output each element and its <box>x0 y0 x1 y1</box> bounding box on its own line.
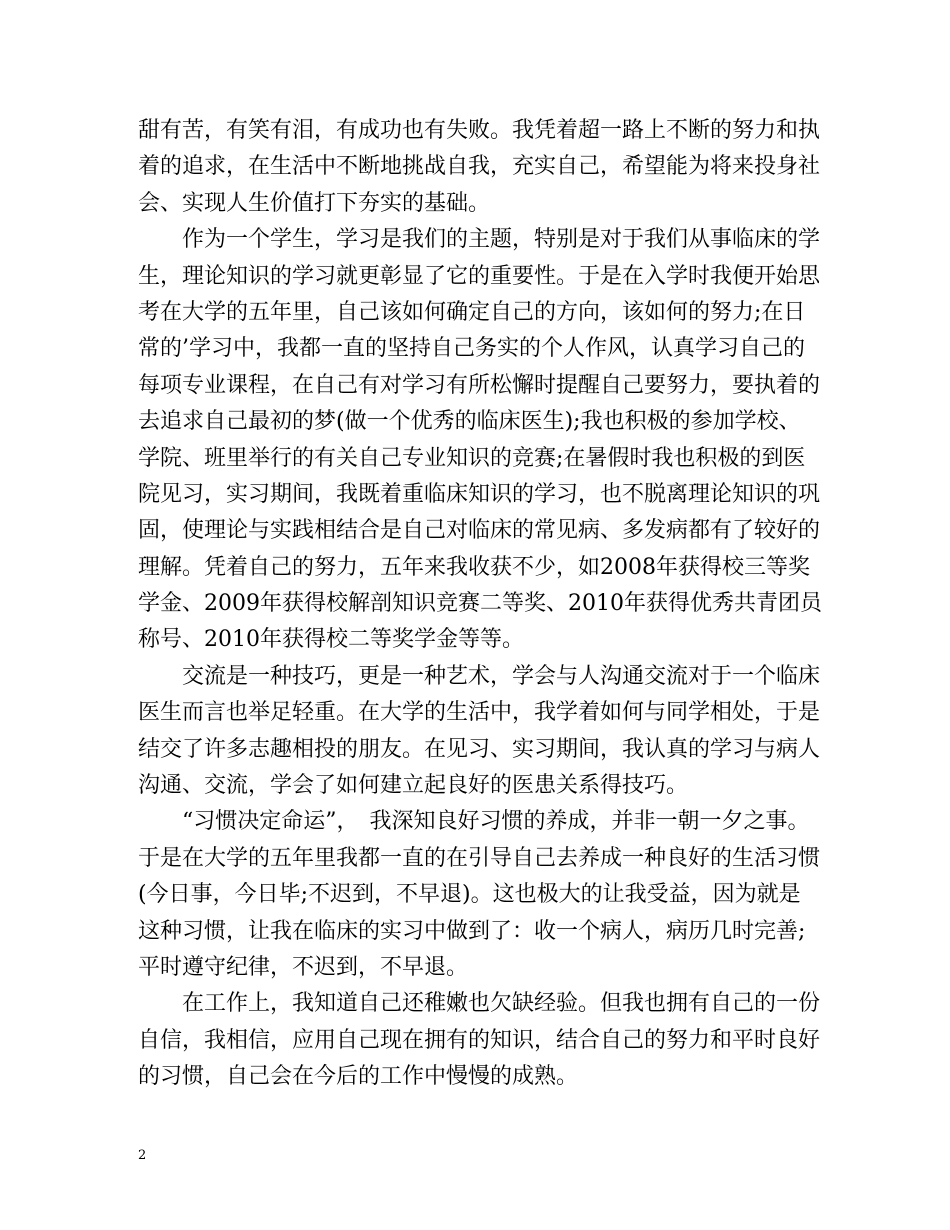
text-line: 理解。凭着自己的努力，五年来我收获不少，如2008年获得校三等奖 <box>138 554 810 580</box>
text-line: 这种习惯，让我在临床的实习中做到了：收一个病人，病历几时完善; <box>138 918 806 944</box>
text-line: 学金、2009年获得校解剖知识竞赛二等奖、2010年获得优秀共青团员 <box>138 591 822 617</box>
text-line: 平时遵守纪律，不迟到，不早退。 <box>138 954 469 980</box>
text-line: 固，使理论与实践相结合是自己对临床的常见病、多发病都有了较好的 <box>138 518 821 544</box>
text-line: 沟通、交流，学会了如何建立起良好的医患关系得技巧。 <box>138 773 689 799</box>
text-line: 学院、班里举行的有关自己专业知识的竞赛;在暑假时我也积极的到医 <box>138 445 806 471</box>
text-line: (今日事，今日毕;不迟到，不早退)。这也极大的让我受益，因为就是 <box>138 882 801 908</box>
document-body <box>138 113 828 1096</box>
text-line: “习惯决定命运”， 我深知良好习惯的养成，并非一朝一夕之事。 <box>182 809 810 835</box>
page-number: 2 <box>138 1148 147 1163</box>
text-line: 会、实现人生价值打下夯实的基础。 <box>138 190 491 216</box>
text-line: 结交了许多志趣相投的朋友。在见习、实习期间，我认真的学习与病人 <box>138 736 821 762</box>
text-line: 每项专业课程，在自己有对学习有所松懈时提醒自己要努力，要执着的 <box>138 372 821 398</box>
text-line: 医生而言也举足轻重。在大学的生活中，我学着如何与同学相处，于是 <box>138 700 821 726</box>
text-line: 的习惯，自己会在今后的工作中慢慢的成熟。 <box>138 1064 579 1090</box>
text-line: 甜有苦，有笑有泪，有成功也有失败。我凭着超一路上不断的努力和执 <box>138 118 821 143</box>
text-line: 着的追求，在生活中不断地挑战自我，充实自己，希望能为将来投身社 <box>138 154 821 180</box>
text-line: 交流是一种技巧，更是一种艺术，学会与人沟通交流对于一个临床 <box>182 663 821 689</box>
text-line: 去追求自己最初的梦(做一个优秀的临床医生);我也积极的参加学校、 <box>138 409 801 435</box>
text-line: 考在大学的五年里，自己该如何确定自己的方向，该如何的努力;在日 <box>138 299 806 325</box>
text-line: 在工作上，我知道自己还稚嫩也欠缺经验。但我也拥有自己的一份 <box>182 991 821 1017</box>
text-line: 院见习，实习期间，我既着重临床知识的学习，也不脱离理论知识的巩 <box>138 481 821 507</box>
text-line: 称号、2010年获得校二等奖学金等等。 <box>138 627 524 653</box>
text-line: 于是在大学的五年里我都一直的在引导自己去养成一种良好的生活习惯 <box>138 845 821 871</box>
text-line: 作为一个学生，学习是我们的主题，特别是对于我们从事临床的学 <box>182 227 821 253</box>
text-line: 常的’学习中，我都一直的坚持自己务实的个人作风，认真学习自己的 <box>138 336 805 362</box>
text-line: 自信，我相信，应用自己现在拥有的知识，结合自己的努力和平时良好 <box>138 1027 821 1053</box>
text-line: 生，理论知识的学习就更彰显了它的重要性。于是在入学时我便开始思 <box>138 263 821 289</box>
